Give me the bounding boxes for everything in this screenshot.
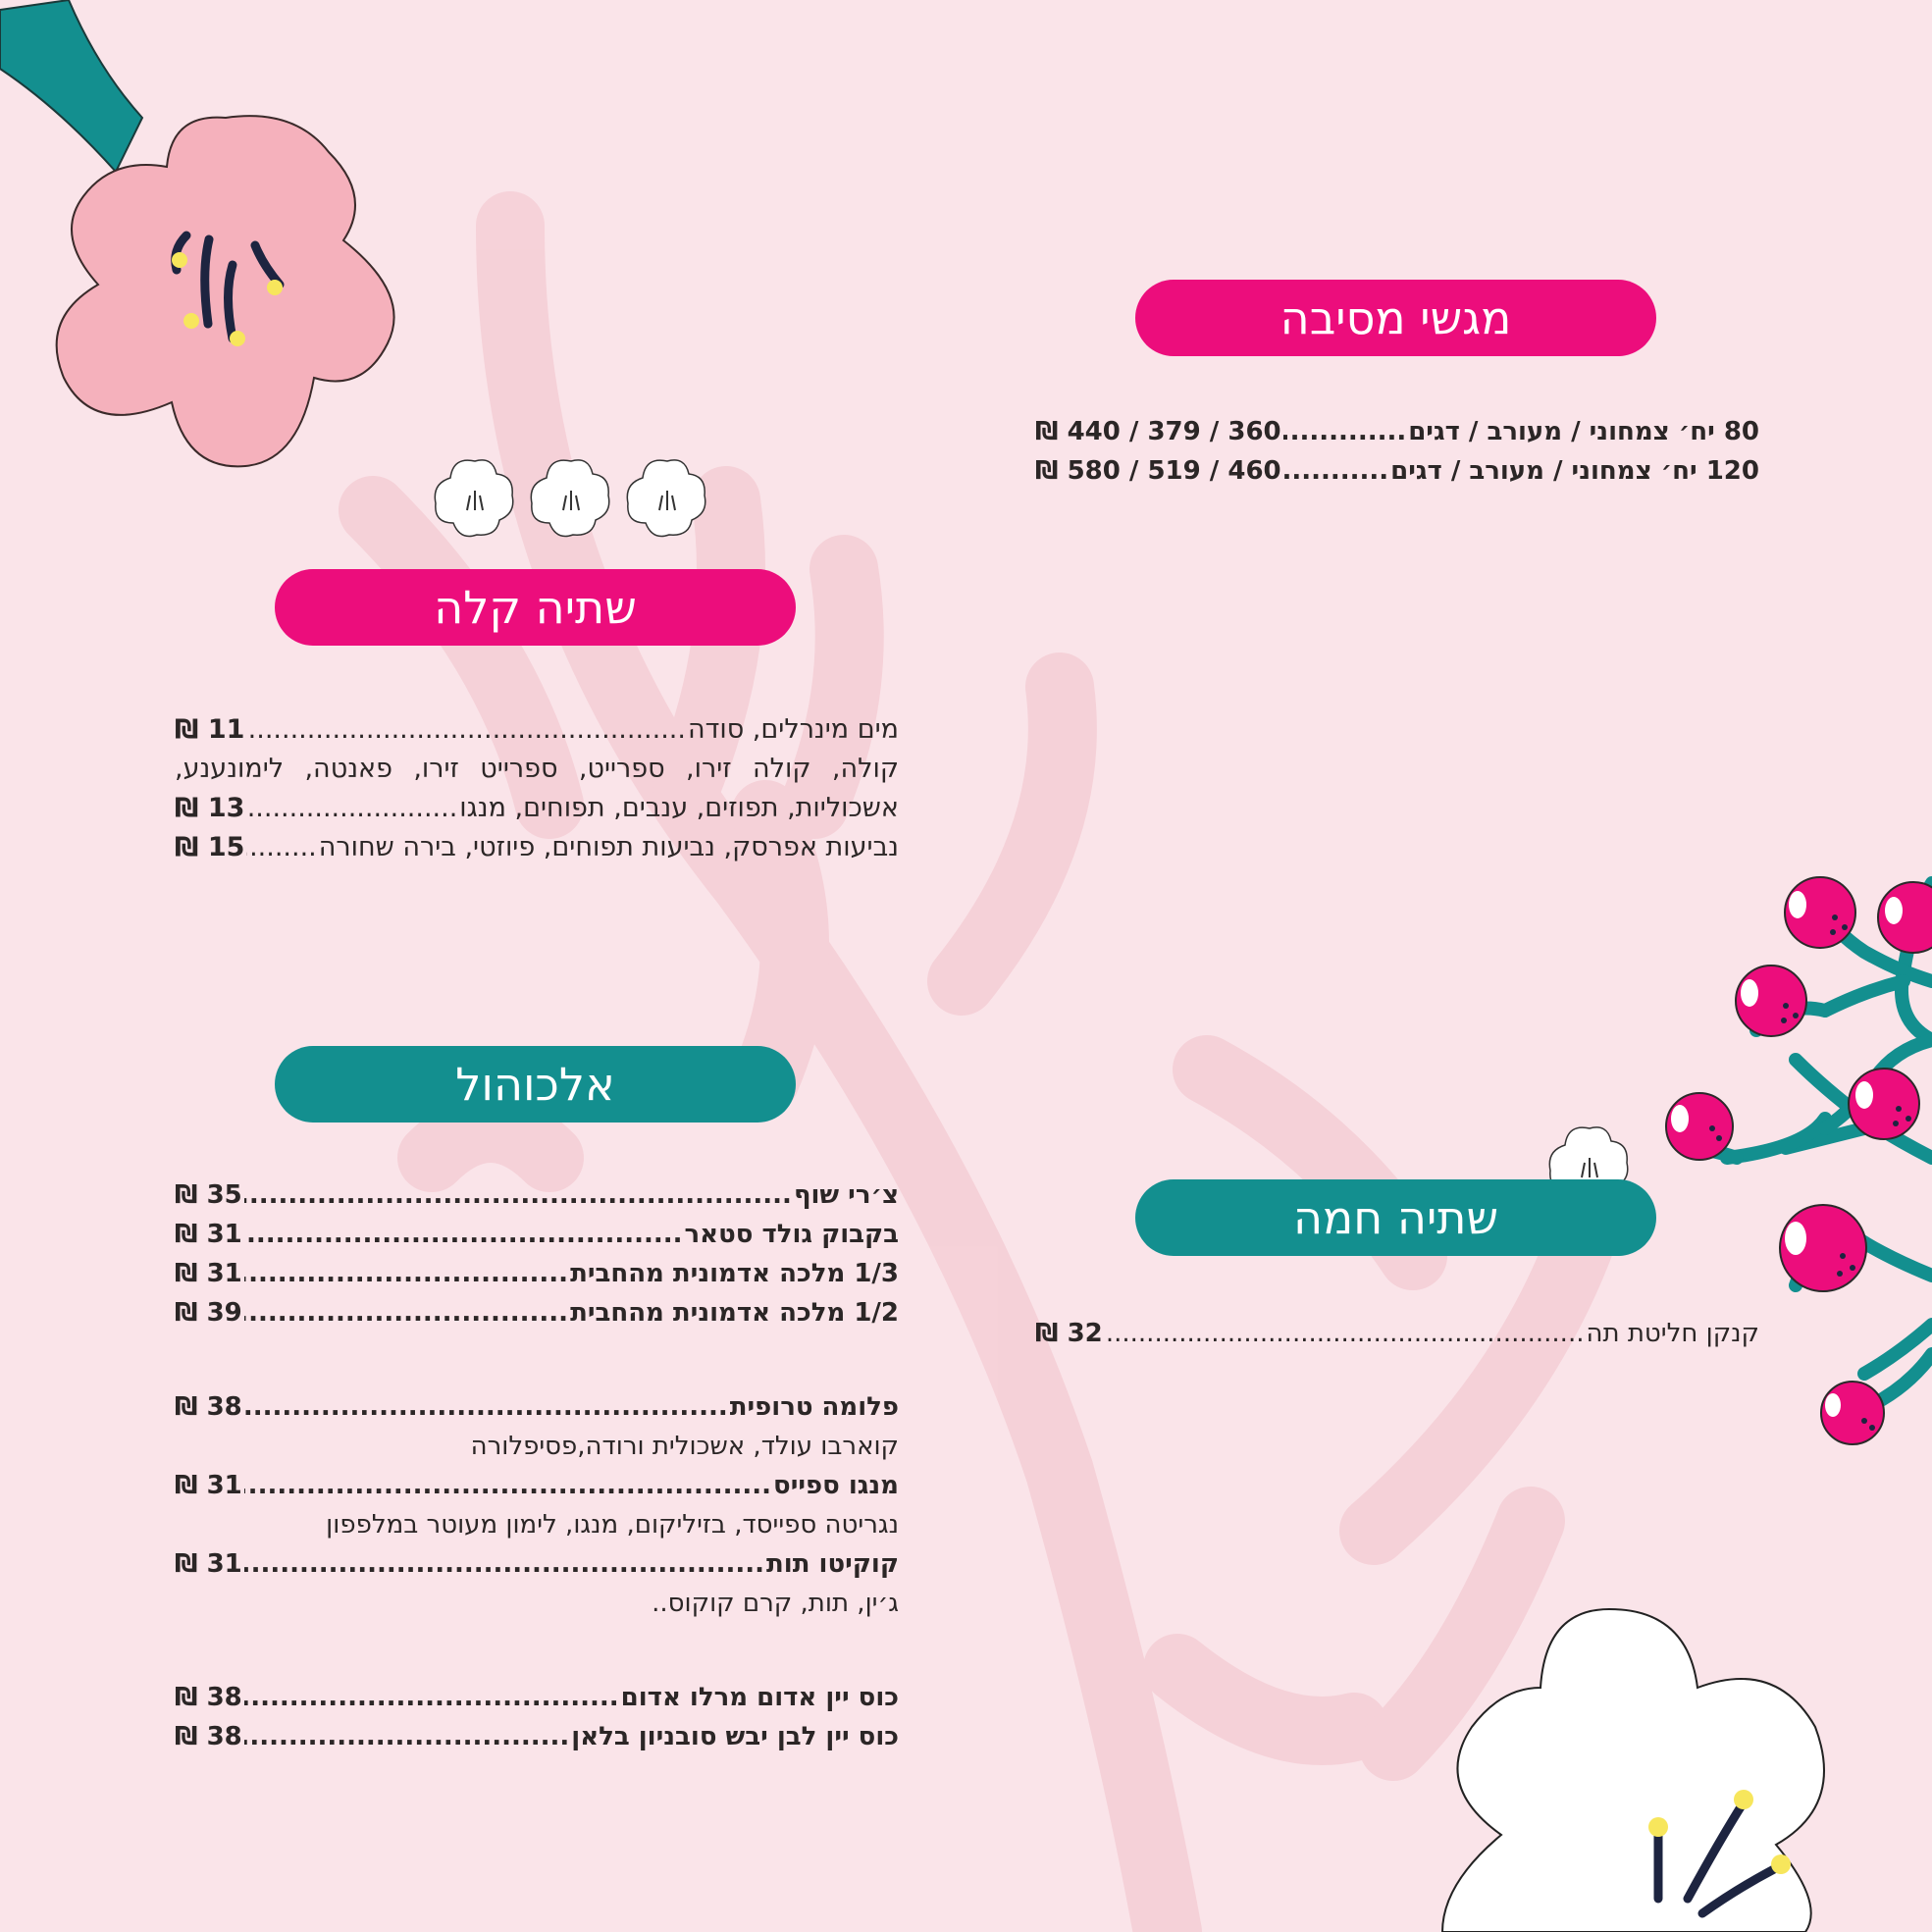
dot-leader (244, 1215, 683, 1254)
item-price: 35 ₪ (175, 1180, 242, 1210)
menu-item (175, 1544, 899, 1584)
dot-leader (246, 710, 686, 750)
hot-drinks-list (1035, 1314, 1759, 1353)
item-price: 460 / 519 / 580 ₪ (1035, 456, 1281, 486)
alcohol-list (175, 1175, 899, 1756)
menu-item (175, 710, 899, 750)
pink-flower-icon (57, 116, 394, 466)
item-name: צ׳רי שוף (793, 1180, 899, 1210)
item-description: קוארבו עולד, אשכולית ורודה,פסיפלורה (470, 1432, 899, 1461)
dot-leader (1105, 1314, 1585, 1353)
item-name: קנקן חליטת תה (1586, 1319, 1759, 1348)
party-platters-heading: מגשי מסיבה (1135, 280, 1656, 356)
item-description: נגריטה ספייסד, בזיליקום, מנגו, לימון מעוטר במלפפון (326, 1510, 899, 1540)
item-price: 15 ₪ (175, 832, 245, 862)
menu-item (1035, 1314, 1759, 1353)
item-name: 80 יח׳ צמחוני / מעורב / דגים (1408, 417, 1759, 446)
item-price: 31 ₪ (175, 1471, 242, 1500)
item-price: 31 ₪ (175, 1220, 242, 1249)
item-price: 360 / 379 / 440 ₪ (1035, 417, 1281, 446)
dot-leader (1283, 451, 1388, 491)
dot-leader (1283, 412, 1407, 451)
item-price: 11 ₪ (175, 714, 245, 745)
menu-item (1035, 451, 1759, 491)
soft-drinks-list (175, 710, 899, 867)
dot-leader (244, 1175, 792, 1215)
item-price: 38 ₪ (175, 1683, 242, 1712)
item-price: 32 ₪ (1035, 1319, 1103, 1348)
menu-item (175, 1466, 899, 1505)
menu-item (175, 1215, 899, 1254)
item-price: 31 ₪ (175, 1549, 242, 1579)
menu-item (175, 1678, 899, 1717)
dot-leader (244, 1387, 728, 1427)
item-price: 31 ₪ (175, 1259, 242, 1288)
soft-drinks-heading: שתיה קלה (275, 569, 796, 646)
item-name: קוקיטו תות (766, 1549, 899, 1579)
item-name: 1/2 מלכה אדמונית מהחבית (570, 1298, 899, 1328)
item-price: 13 ₪ (175, 793, 245, 823)
section-spacer (175, 1332, 899, 1387)
item-name: כוס יין לבן יבש סובניון בלאן (571, 1722, 899, 1751)
flower-stem (0, 0, 142, 172)
item-price: 38 ₪ (175, 1722, 242, 1751)
dot-leader (244, 1544, 764, 1584)
dot-leader (246, 789, 457, 828)
dot-leader (244, 1678, 619, 1717)
alcohol-heading: אלכוהול (275, 1046, 796, 1123)
item-name: כוס יין אדום מרלו אדום (620, 1683, 899, 1712)
menu-item (175, 828, 899, 867)
menu-item (175, 1254, 899, 1293)
menu-item (175, 1387, 899, 1427)
item-name: נביעות אפרסק, נביעות תפוחים, פיוזטי, בירה שחורה (318, 832, 899, 862)
item-name: 120 יח׳ צמחוני / מעורב / דגים (1390, 456, 1759, 486)
item-name: אשכוליות, תפוזים, ענבים, תפוחים, מנגו (459, 793, 899, 823)
item-name: בקבוק גולד סטאר (684, 1220, 899, 1249)
menu-item (175, 1293, 899, 1332)
item-description: קולה, קולה זירו, ספרייט, ספרייט זירו, פאנטה, לימונענע, (175, 754, 899, 784)
berry-branch-icon (1666, 877, 1932, 1444)
menu-item (175, 1175, 899, 1215)
item-name: מנגו ספייס (773, 1471, 899, 1500)
party-platters-list (1035, 412, 1759, 491)
dot-leader (246, 828, 316, 867)
dot-leader (244, 1254, 568, 1293)
menu-item (175, 1717, 899, 1756)
item-price: 39 ₪ (175, 1298, 242, 1328)
item-name: מים מינרלים, סודה (687, 714, 899, 745)
menu-item (1035, 412, 1759, 451)
dot-leader (244, 1466, 771, 1505)
section-spacer (175, 1623, 899, 1678)
hot-drinks-heading: שתיה חמה (1135, 1179, 1656, 1256)
item-name: 1/3 מלכה אדמונית מהחבית (570, 1259, 899, 1288)
dot-leader (244, 1293, 568, 1332)
menu-item (175, 789, 899, 828)
item-name: פלומה טרופית (729, 1392, 899, 1422)
dot-leader (244, 1717, 570, 1756)
item-description: ג׳ין, תות, קרם קוקוס.. (652, 1589, 899, 1618)
item-price: 38 ₪ (175, 1392, 242, 1422)
